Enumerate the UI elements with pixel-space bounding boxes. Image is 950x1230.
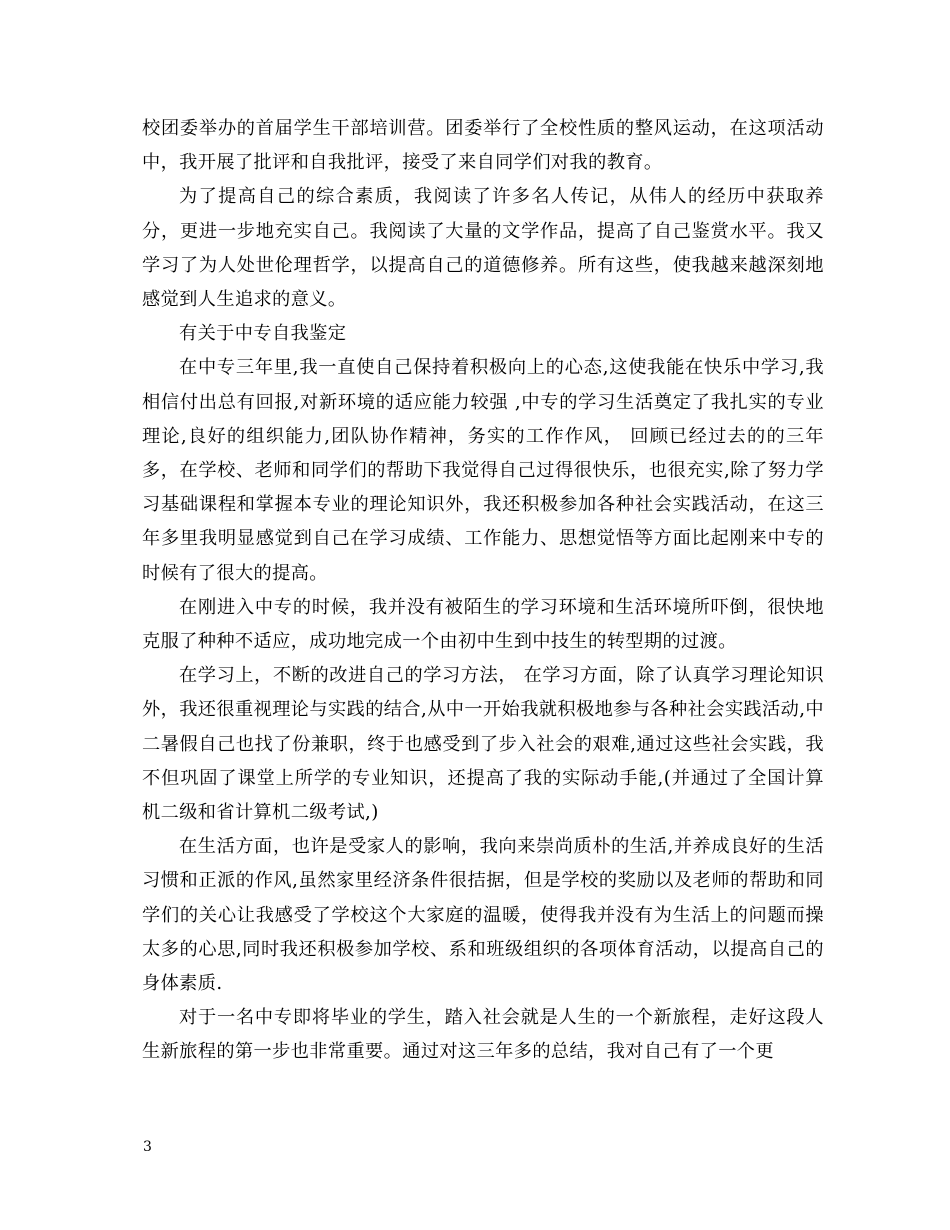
page-number: 3 — [143, 1139, 152, 1155]
paragraph: 在刚进入中专的时候，我并没有被陌生的学习环境和生活环境所吓倒，很快地克服了种种不适应，成功地完成一个由初中生到中技生的转型期的过渡。 — [142, 596, 824, 653]
paragraph: 在生活方面，也许是受家人的影响，我向来崇尚质朴的生活,并养成良好的生活习惯和正派的作风,虽然家里经济条件很拮据，但是学校的奖励以及老师的帮助和同学们的关心让我感受了学校这个大家庭的温暖，使得我并没有为生活上的问题而操太多的心思,同时我还积极参加学校、系和班级组织的各项体育活动，以提高自己的身体素质. — [142, 836, 824, 995]
paragraph: 在学习上，不断的改进自己的学习方法， 在学习方面，除了认真学习理论知识外，我还很重视理论与实践的结合,从中一开始我就积极地参与各种社会实践活动,中二暑假自己也找了份兼职，终于也感受到了步入社会的艰难,通过这些社会实践，我不但巩固了课堂上所学的专业知识，还提高了我的实际动手能,(并通过了全国计算机二级和省计算机二级考试,) — [142, 665, 824, 824]
paragraph: 在中专三年里,我一直使自己保持着积极向上的心态,这使我能在快乐中学习,我相信付出总有回报,对新环境的适应能力较强 ,中专的学习生活奠定了我扎实的专业理论,良好的组织能力,团队协作精神，务实的工作作风， 回顾已经过去的的三年多，在学校、老师和同学们的帮助下我觉得自己过得很快乐，也很充实,除了努力学习基础课程和掌握本专业的理论知识外，我还积极参加各种社会实践活动，在这三年多里我明显感觉到自己在学习成绩、工作能力、思想觉悟等方面比起刚来中专的时候有了很大的提高。 — [142, 357, 824, 584]
paragraph: 校团委举办的首届学生干部培训营。团委举行了全校性质的整风运动，在这项活动中，我开展了批评和自我批评，接受了来自同学们对我的教育。 — [142, 118, 824, 174]
paragraph: 对于一名中专即将毕业的学生，踏入社会就是人生的一个新旅程，走好这段人生新旅程的第一步也非常重要。通过对这三年多的总结，我对自己有了一个更 — [142, 1007, 824, 1063]
section-heading: 有关于中专自我鉴定 — [179, 323, 347, 345]
document-body — [142, 112, 824, 1070]
paragraph: 为了提高自己的综合素质，我阅读了许多名人传记，从伟人的经历中获取养分，更进一步地充实自己。我阅读了大量的文学作品，提高了自己鉴赏水平。我又学习了为人处世伦理哲学，以提高自己的道德修养。所有这些，使我越来越深刻地感觉到人生追求的意义。 — [142, 186, 824, 311]
